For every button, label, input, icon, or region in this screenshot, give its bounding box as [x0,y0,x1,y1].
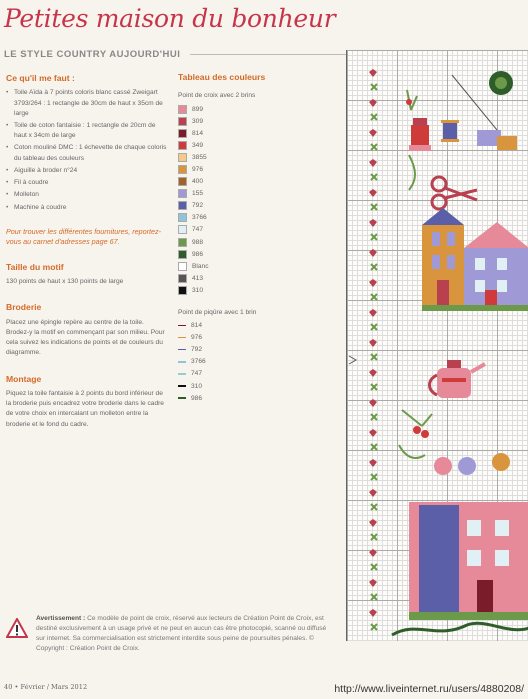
color-swatch [178,129,187,138]
cross-legend-row [178,176,338,188]
dmc-code: 747 [191,370,203,378]
size-text: 130 points de haut x 130 points de large [6,278,124,286]
backstitch-line [178,373,186,375]
cross-legend-row [178,284,338,296]
border-stitch [371,474,377,480]
backstitch-line [178,349,186,351]
border-stitch [371,354,377,360]
color-swatch [178,274,187,283]
materials-list [6,88,168,212]
dmc-code: 976 [191,334,203,342]
border-stitch [369,159,377,167]
size-heading: Taille du motif [6,261,64,272]
berries-motif [399,410,510,475]
border-stitch [369,429,377,437]
dmc-code: 792 [191,346,203,354]
color-swatch [178,250,187,259]
border-stitch [371,174,377,180]
border-stitch [371,294,377,300]
border-stitch [369,579,377,587]
border-stitch [369,489,377,497]
dmc-code: 3766 [192,214,207,222]
warning-icon [6,618,28,638]
scissors-motif [432,177,477,209]
border-stitch [369,279,377,287]
materials-item: • Toile de coton fantaisie : 1 rectangle de 20cm de haut x 34cm de large [6,121,168,141]
materials-item: • Toile Aïda à 7 points coloris blanc cassé Zweigart 3793/264 : 1 rectangle de 30cm de haut x 35cm de large [6,88,168,119]
materials-item: • Fil à coudre [6,178,168,188]
heart-border [369,69,377,630]
backstitch-legend-row [178,356,338,368]
border-stitch [369,129,377,137]
assembly-text: Piquez la toile fantaisie à 2 points du bord inférieur de la broderie puis encadrez votre broderie dans le cadre de votre choix en intercalant un molleton entre la broderie et le fond du cadre. [6,389,164,428]
dmc-code: 986 [192,250,204,258]
border-stitch [371,444,377,450]
border-stitch [369,399,377,407]
size-section [6,261,168,288]
dmc-code: 3855 [192,153,207,161]
border-stitch [369,189,377,197]
border-stitch [371,234,377,240]
dmc-code: 349 [192,141,204,149]
cross-legend-row [178,212,338,224]
page-title: Petites maison du bonheur [4,4,336,33]
center-arrow-icon [349,356,356,364]
backstitch-legend-row [178,320,338,332]
backstitch-line [178,397,186,399]
cross-legend-row [178,260,338,272]
source-watermark: http://www.liveinternet.ru/users/4880208/ [334,683,524,695]
dmc-code: 986 [191,394,203,402]
copyright-warning [6,614,336,654]
color-swatch [178,225,187,234]
dmc-code: 413 [192,274,204,282]
backstitch-legend-row [178,380,338,392]
backstitch-legend-row [178,344,338,356]
dmc-code: 814 [191,322,203,330]
color-swatch [178,165,187,174]
materials-item: • Coton mouliné DMC : 1 échevette de chaque coloris du tableau des couleurs [6,143,168,163]
backstitch-line [178,337,186,339]
border-stitch [369,549,377,557]
border-stitch [371,504,377,510]
border-stitch [371,84,377,90]
warning-text: Ce modèle de point de croix, réservé aux lecteurs de Création Point de Croix, est destiné exclusivement à un usage privé et ne peut en aucun cas être photocopié, scanné ou diffusé sur internet. Sa commercialisation est strictement interdite sous peine de poursuites pénales. © Copyright : Création Point de Croix. [36,615,327,652]
cross-legend-row [178,163,338,175]
cross-legend-row [178,236,338,248]
cross-legend-row [178,248,338,260]
dmc-code: 747 [192,226,204,234]
border-stitch [369,69,377,77]
color-swatch [178,201,187,210]
cross-legend-row [178,139,338,151]
backstitch-caption: Point de piqûre avec 1 brin [178,308,257,316]
border-stitch [371,324,377,330]
border-stitch [371,414,377,420]
color-swatch [178,105,187,114]
color-swatch [178,262,187,271]
border-stitch [369,249,377,257]
backstitch-legend-row [178,368,338,380]
cross-legend-row [178,103,338,115]
dmc-code: 3766 [191,358,206,366]
embroidery-text: Placez une épingle repère au centre de la toile. Brodez-y la motif en commençant par son milieu. Pour cela suivez les indications de points et de couleurs du diagramme. [6,318,165,357]
dmc-code: Blanc [192,262,209,270]
embroidery-heading: Broderie [6,302,42,313]
subtitle-divider [190,54,347,55]
border-stitch [369,369,377,377]
border-stitch [369,609,377,617]
border-stitch [371,624,377,630]
color-swatch [178,117,187,126]
dmc-code: 792 [192,202,204,210]
cross-legend-row [178,151,338,163]
house-motif-bottom [392,502,528,635]
supplies-note: Pour trouver les différentes fournitures, reportez-vous au carnet d'adresses page 67. [6,226,162,246]
border-stitch [369,219,377,227]
border-stitch [369,99,377,107]
color-table-heading: Tableau des couleurs [178,72,266,82]
cross-legend-row [178,127,338,139]
color-swatch [178,213,187,222]
cross-stitch-caption: Point de croix avec 2 brins [178,92,256,99]
cross-stitch-chart [346,50,528,641]
materials-item: • Aiguille à broder n°24 [6,166,168,176]
border-stitch [371,264,377,270]
dmc-code: 400 [192,178,204,186]
border-stitch [371,564,377,570]
border-stitch [371,534,377,540]
warning-label: Avertissement : [36,615,86,622]
dmc-code: 155 [192,190,204,198]
thimble-motif [409,118,431,151]
chart-artwork [347,50,528,641]
color-swatch [178,153,187,162]
cross-legend-row [178,115,338,127]
border-stitch [369,459,377,467]
backstitch-line [178,361,186,363]
dmc-code: 309 [192,117,204,125]
dmc-code: 814 [192,129,204,137]
teapot-motif [430,360,486,398]
cross-legend-row [178,272,338,284]
backstitch-line [178,325,186,327]
color-swatch [178,286,187,295]
color-swatch [178,189,187,198]
border-stitch [369,339,377,347]
cross-legend-row [178,200,338,212]
color-swatch [178,238,187,247]
cross-legend-row [178,224,338,236]
backstitch-legend-row [178,392,338,404]
cross-legend-row [178,188,338,200]
backstitch-legend [178,320,338,405]
dmc-code: 988 [192,238,204,246]
border-stitch [371,594,377,600]
instructions-column [6,72,168,430]
backstitch-legend-row [178,332,338,344]
border-stitch [371,384,377,390]
assembly-section [6,373,168,430]
dmc-code: 976 [192,166,204,174]
dmc-code: 310 [191,382,203,390]
color-swatch [178,141,187,150]
cross-stitch-legend [178,103,338,297]
embroidery-section [6,301,168,358]
border-stitch [371,114,377,120]
spools-motif [441,71,517,150]
house-motif-top [422,208,528,311]
assembly-heading: Montage [6,373,42,384]
backstitch-line [178,385,186,387]
dmc-code: 899 [192,105,204,113]
color-swatch [178,177,187,186]
page-footer: 40 • Février / Mars 2012 [4,683,88,691]
border-stitch [371,204,377,210]
materials-heading: Ce qu'il me faut : [6,73,75,83]
border-stitch [369,309,377,317]
border-stitch [371,144,377,150]
materials-item: • Molleton [6,190,168,200]
dmc-code: 310 [192,286,204,294]
border-stitch [369,519,377,527]
color-table [178,72,338,404]
materials-item: • Machine à coudre [6,203,168,213]
page-subtitle: LE STYLE COUNTRY AUJOURD'HUI [4,49,181,60]
